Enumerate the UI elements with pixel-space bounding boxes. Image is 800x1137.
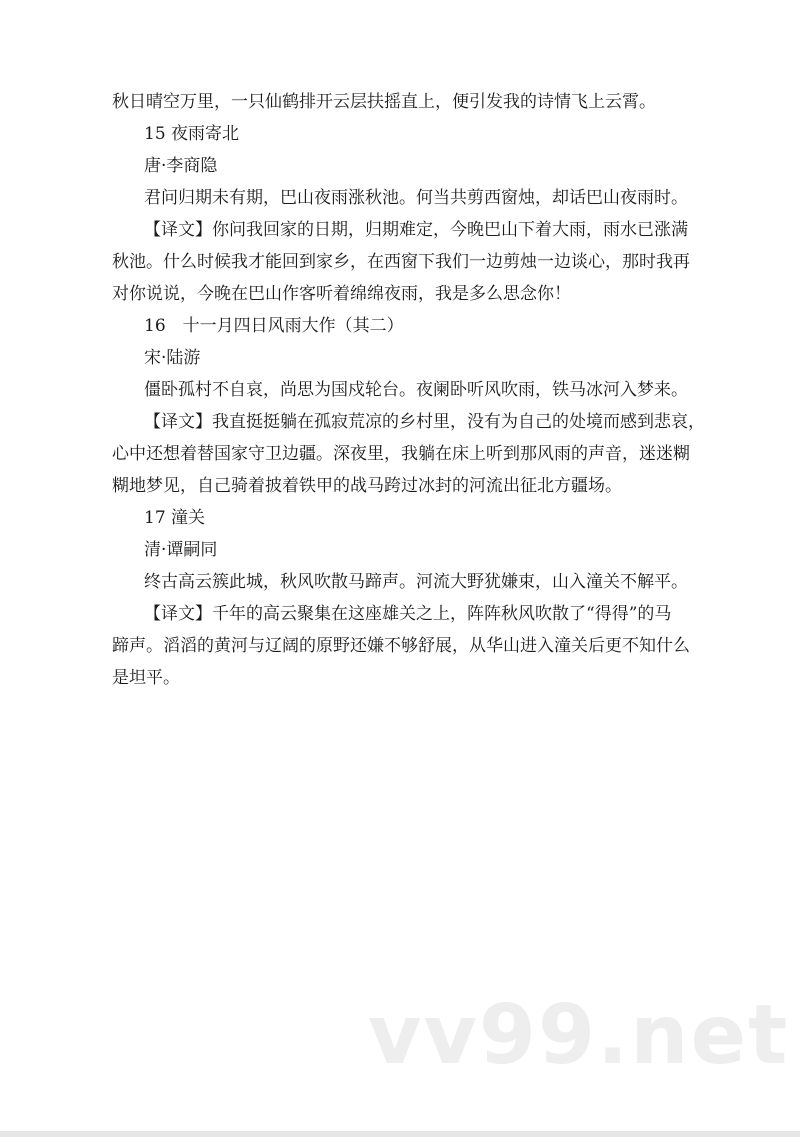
translation-line: 秋池。什么时候我才能回到家乡，在西窗下我们一边剪烛一边谈心，那时我再 — [112, 252, 690, 272]
translation-line: 心中还想着替国家守卫边疆。深夜里，我躺在床上听到那风雨的声音，迷迷糊 — [112, 444, 690, 464]
translation-line: 是坦平。 — [112, 668, 180, 688]
poem-author: 清·谭嗣同 — [144, 540, 218, 560]
document-body — [112, 86, 705, 694]
poem-text: 君问归期未有期，巴山夜雨涨秋池。何当共剪西窗烛，却话巴山夜雨时。 — [144, 188, 688, 208]
poem-author: 宋·陆游 — [144, 348, 201, 368]
translation-line: 【译文】千年的高云聚集在这座雄关之上，阵阵秋风吹散了“得得”的马 — [144, 604, 672, 624]
translation-line: 【译文】我直挺挺躺在孤寂荒凉的乡村里，没有为自己的处境而感到悲哀， — [144, 412, 705, 432]
page-bottom-edge — [0, 1131, 800, 1137]
poem-text: 终古高云簇此城，秋风吹散马蹄声。河流大野犹嫌束，山入潼关不解平。 — [144, 572, 688, 592]
poem-heading: 16 十一月四日风雨大作（其二） — [144, 316, 404, 336]
poem-heading: 15 夜雨寄北 — [144, 124, 240, 144]
translation-line: 糊地梦见，自己骑着披着铁甲的战马跨过冰封的河流出征北方疆场。 — [112, 476, 622, 496]
translation-line: 对你说说，今晚在巴山作客听着绵绵夜雨，我是多么思念你！ — [112, 284, 571, 304]
translation-line: 蹄声。滔滔的黄河与辽阔的原野还嫌不够舒展，从华山进入潼关后更不知什么 — [112, 636, 690, 656]
poem-text: 僵卧孤村不自哀，尚思为国戍轮台。夜阑卧听风吹雨，铁马冰河入梦来。 — [144, 380, 688, 400]
translation-line: 【译文】你问我回家的日期，归期难定，今晚巴山下着大雨，雨水已涨满 — [144, 220, 688, 240]
watermark: vv99.net — [368, 988, 790, 1083]
poem-heading: 17 潼关 — [144, 508, 206, 528]
text-line: 秋日晴空万里，一只仙鹤排开云层扶摇直上，便引发我的诗情飞上云霄。 — [112, 92, 656, 112]
poem-author: 唐·李商隐 — [144, 156, 218, 176]
